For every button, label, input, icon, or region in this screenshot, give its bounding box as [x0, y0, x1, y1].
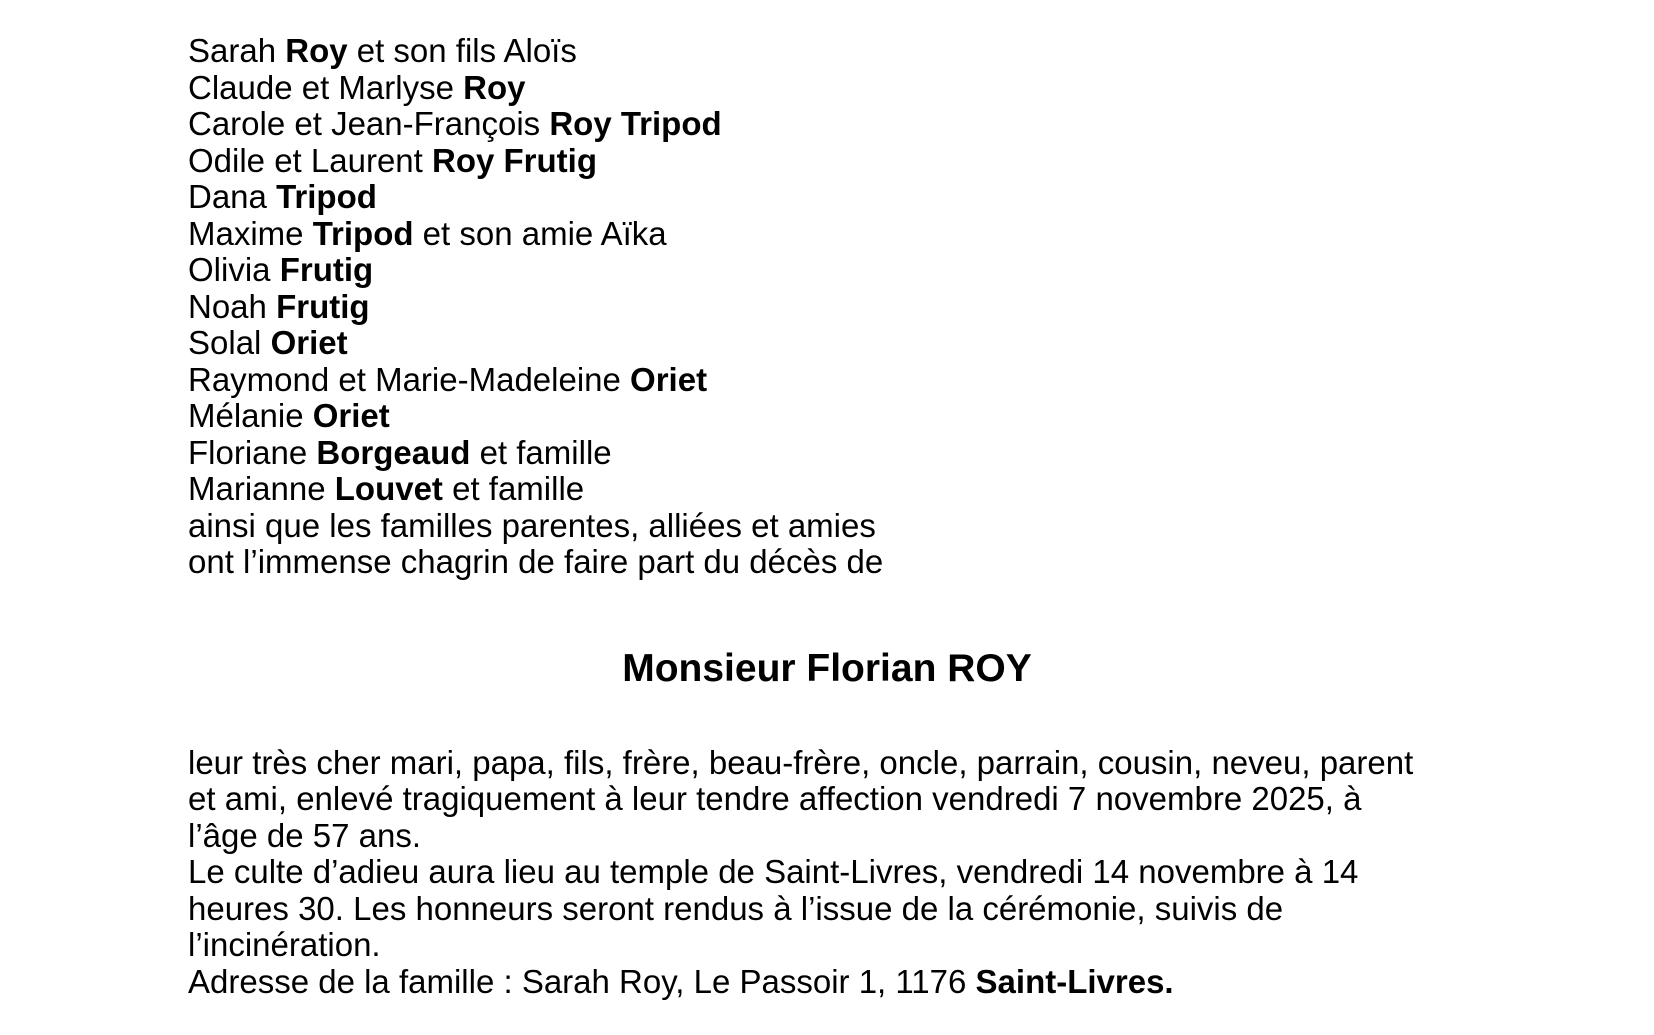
bold-text-segment: Frutig — [276, 287, 370, 325]
bold-text-segment: Frutig — [279, 251, 374, 288]
text-line — [188, 471, 1466, 508]
text-segment: et son amie Aïka — [413, 214, 667, 252]
text-line — [188, 891, 1466, 928]
bold-text-segment: Tripod — [276, 178, 377, 215]
bold-text-segment: Roy — [463, 68, 526, 106]
text-line — [188, 106, 1466, 143]
text-line — [188, 252, 1466, 289]
text-segment: Noah — [188, 287, 277, 325]
text-segment: Odile et Laurent — [188, 141, 432, 179]
text-segment: l’incinération. — [188, 926, 381, 963]
text-line — [188, 745, 1466, 782]
text-segment: Solal — [188, 324, 271, 361]
text-line — [188, 854, 1466, 891]
text-segment: l’âge de 57 ans. — [188, 816, 422, 854]
text-segment: Floriane — [188, 433, 317, 471]
text-line — [188, 362, 1466, 399]
bold-text-segment: Oriet — [312, 397, 390, 434]
text-line — [188, 398, 1466, 435]
text-line — [188, 544, 1466, 581]
text-segment: ainsi que les familles parentes, alliées et amies — [188, 506, 876, 544]
text-segment: Le culte d’adieu aura lieu au temple de Saint-Livres, vendredi 14 novembre à 14 — [188, 853, 1359, 890]
text-line — [188, 289, 1466, 326]
text-line — [188, 216, 1466, 253]
bold-text-segment: Louvet — [334, 470, 443, 507]
text-segment: et ami, enlevé tragiquement à leur tendre affection vendredi 7 novembre 2025, à — [188, 780, 1362, 817]
text-line — [188, 33, 1466, 70]
text-line — [188, 143, 1466, 180]
text-segment: Olivia — [188, 251, 280, 288]
text-line — [188, 508, 1466, 545]
text-segment: Mélanie — [188, 397, 313, 434]
text-segment: Raymond et Marie-Madeleine — [188, 360, 631, 398]
announcement-body — [188, 745, 1466, 1001]
bold-text-segment: Tripod — [312, 214, 414, 252]
text-segment: Claude et Marlyse — [188, 68, 464, 106]
text-line — [188, 781, 1466, 818]
bold-text-segment: Saint-Livres. — [975, 962, 1174, 1000]
text-line — [188, 818, 1466, 855]
text-segment: Marianne — [188, 470, 335, 507]
text-segment: Maxime — [188, 214, 313, 252]
text-segment: Sarah — [188, 32, 286, 69]
bold-text-segment: Roy — [285, 32, 348, 69]
text-segment: heures 30. Les honneurs seront rendus à l’issue de la cérémonie, suivis de — [188, 889, 1284, 927]
bold-text-segment: Borgeaud — [316, 433, 471, 471]
text-segment: leur très cher mari, papa, fils, frère, beau-frère, oncle, parrain, cousin, neveu, parent — [188, 743, 1414, 781]
family-announcement-list — [188, 33, 1466, 581]
text-line — [188, 179, 1466, 216]
bold-text-segment: Oriet — [630, 360, 708, 398]
bold-text-segment: Roy Frutig — [432, 141, 597, 179]
text-line — [188, 70, 1466, 107]
bold-text-segment: Roy Tripod — [549, 105, 722, 142]
text-line — [188, 927, 1466, 964]
text-segment: Carole et Jean-François — [188, 105, 550, 142]
text-line — [188, 435, 1466, 472]
text-segment: et famille — [442, 470, 585, 507]
text-segment: Dana — [188, 178, 277, 215]
text-segment: Adresse de la famille : Sarah Roy, Le Passoir 1, 1176 — [188, 962, 976, 1000]
text-segment: et son fils Aloïs — [347, 32, 577, 69]
text-line — [188, 964, 1466, 1001]
text-segment: ont l’immense chagrin de faire part du décès de — [188, 543, 884, 580]
text-segment: et famille — [470, 433, 612, 471]
text-line — [188, 325, 1466, 362]
deceased-name-title: Monsieur Florian ROY — [622, 646, 1032, 690]
bold-text-segment: Oriet — [270, 324, 348, 361]
